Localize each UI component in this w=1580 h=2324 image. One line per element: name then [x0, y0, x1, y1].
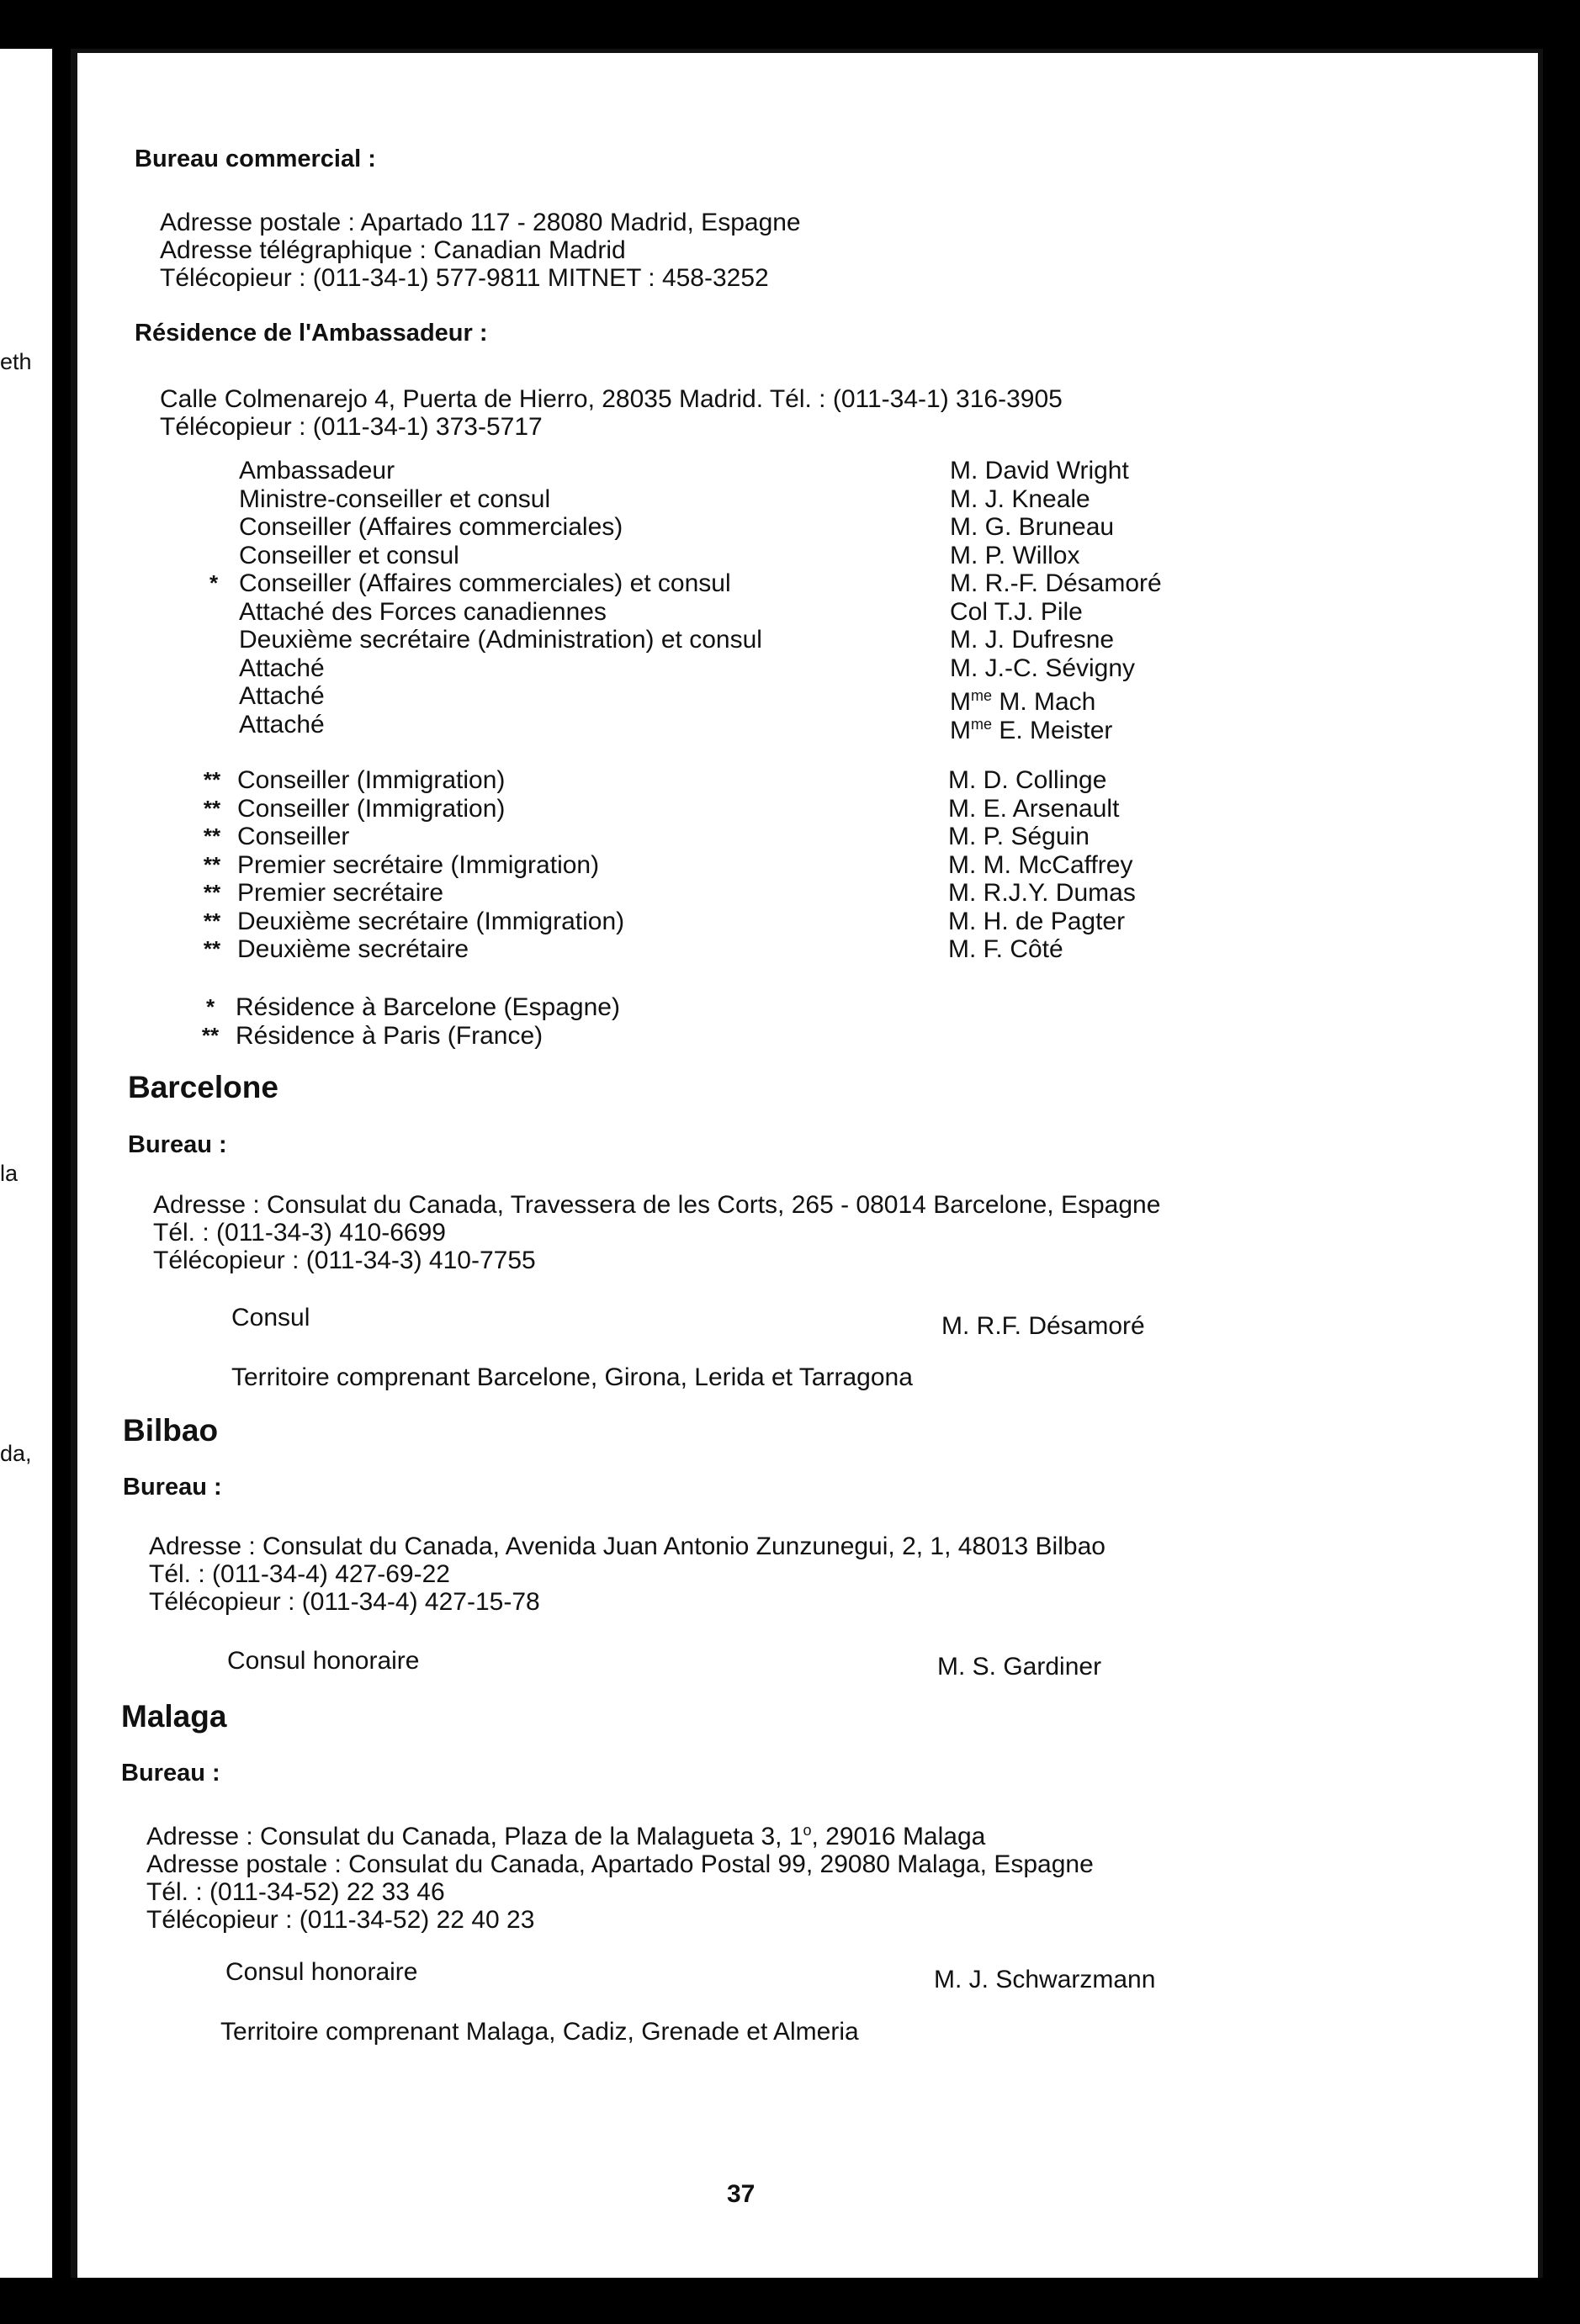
official-name: M. S. Gardiner: [937, 1653, 1102, 1681]
section-title-barcelone: Barcelone: [128, 1070, 278, 1104]
official-title: Deuxième secrétaire (Administration) et consul: [239, 626, 762, 654]
bureau-heading: Bureau :: [123, 1474, 222, 1501]
officials-list: [209, 457, 1417, 744]
bureau-heading: Bureau :: [121, 1760, 220, 1787]
top-edge: [71, 49, 1543, 53]
official-name: M. R.J.Y. Dumas: [948, 879, 1136, 907]
official-name: M. M. McCaffrey: [948, 850, 1133, 879]
address-line: Adresse télégraphique : Canadian Madrid: [160, 236, 626, 264]
official-title: Conseiller (Immigration): [237, 794, 506, 823]
bilbao-address-block: [149, 1533, 1105, 1616]
official-title: Deuxième secrétaire: [237, 935, 469, 963]
footnote-marker: **: [203, 795, 221, 821]
official-row: [203, 794, 1415, 823]
address-line: Télécopieur : (011-34-1) 577-9811 MITNET : 458-3252: [160, 264, 769, 292]
bureau-commercial-block: [160, 209, 801, 292]
section-title-bilbao: Bilbao: [123, 1413, 219, 1448]
address-line: Tél. : (011-34-3) 410-6699: [153, 1219, 446, 1247]
official-title: Conseiller et consul: [239, 541, 459, 569]
official-title: Deuxième secrétaire (Immigration): [237, 907, 625, 935]
official-name: M. P. Willox: [950, 541, 1080, 569]
official-row: [203, 766, 1415, 795]
official-title: Conseiller (Affaires commerciales): [239, 513, 623, 541]
official-title: Consul honoraire: [225, 1958, 418, 1986]
official-row: [239, 626, 1417, 654]
footnote: [201, 1021, 993, 1051]
official-title: Ministre-conseiller et consul: [239, 484, 551, 513]
address-line: Adresse : Consulat du Canada, Travessera de les Corts, 265 - 08014 Barcelone, Espagne: [153, 1191, 1161, 1219]
footnote-marker: **: [203, 880, 221, 905]
official-title: Premier secrétaire: [237, 879, 444, 907]
official-name: M. R.F. Désamoré: [941, 1312, 1145, 1340]
address-line: Télécopieur : (011-34-4) 427-15-78: [149, 1588, 540, 1616]
footnote-marker: **: [201, 1022, 220, 1048]
official-row: [203, 850, 1415, 880]
address-line: Tél. : (011-34-52) 22 33 46: [146, 1878, 445, 1906]
official-row: [239, 598, 1417, 627]
footnote-text: Résidence à Barcelone (Espagne): [236, 993, 620, 1021]
official-title: Conseiller (Affaires commerciales) et consul: [239, 569, 731, 597]
footnote-marker: **: [203, 767, 221, 792]
margin-fragment: la: [0, 1161, 19, 1186]
official-name: M. H. de Pagter: [948, 907, 1126, 935]
official-title: Premier secrétaire (Immigration): [237, 850, 600, 879]
official-row: [203, 935, 1415, 964]
official-name: M. P. Séguin: [948, 823, 1090, 850]
official-name: M. D. Collinge: [948, 766, 1107, 794]
official-row: [203, 823, 1415, 851]
official-title: Conseiller (Immigration): [237, 766, 506, 794]
official-title: Attaché: [239, 654, 325, 682]
footnote-marker: **: [203, 936, 221, 961]
section-title-malaga: Malaga: [121, 1699, 227, 1734]
footnote-text: Résidence à Paris (France): [236, 1021, 543, 1050]
official-title: Consul honoraire: [227, 1647, 420, 1675]
footnote-marker: **: [203, 823, 221, 849]
footnote-marker: **: [203, 851, 221, 877]
address-line: Adresse postale : Apartado 117 - 28080 Madrid, Espagne: [160, 209, 801, 236]
footnote-marker: *: [209, 570, 219, 596]
address-line: Adresse : Consulat du Canada, Plaza de la Malagueta 3, 1$^o$, 29016 Malaga: [146, 1822, 986, 1850]
official-title: Consul: [231, 1304, 310, 1331]
official-row: [239, 710, 1417, 744]
official-title: Ambassadeur: [239, 457, 395, 484]
margin-fragment: eth: [0, 349, 32, 374]
official-row: [239, 485, 1417, 514]
right-edge: [1538, 49, 1543, 2278]
page-number: 37: [727, 2180, 756, 2208]
official-row: [209, 569, 1417, 598]
barcelone-address-block: [153, 1191, 1160, 1274]
official-title: Conseiller: [237, 823, 350, 850]
margin-fragment: da,: [0, 1441, 32, 1466]
official-name: M. J. Schwarzmann: [934, 1966, 1156, 1993]
bureau-heading: Bureau :: [128, 1131, 227, 1158]
official-title: Attaché: [239, 682, 325, 710]
address-line: Calle Colmenarejo 4, Puerta de Hierro, 28035 Madrid. Tél. : (011-34-1) 316-3905: [160, 385, 1063, 413]
official-row: [239, 513, 1417, 542]
residence-heading: Résidence de l'Ambassadeur :: [135, 320, 488, 347]
official-row: [239, 682, 1417, 716]
officials-list-immigration: [203, 766, 1415, 964]
residence-block: [160, 385, 1063, 441]
footnote: [205, 993, 993, 1022]
address-line: Tél. : (011-34-4) 427-69-22: [149, 1560, 450, 1588]
official-row: [239, 654, 1417, 683]
official-row: [203, 907, 1415, 936]
official-title: Attaché des Forces canadiennes: [239, 597, 607, 626]
address-line: Télécopieur : (011-34-3) 410-7755: [153, 1247, 536, 1274]
footnote-marker: *: [205, 994, 215, 1019]
official-row: [239, 542, 1417, 570]
official-name: M. J. Dufresne: [950, 626, 1115, 654]
official-name: M. E. Arsenault: [948, 794, 1120, 823]
official-title: Attaché: [239, 710, 325, 738]
address-line: Adresse postale : Consulat du Canada, Apartado Postal 99, 29080 Malaga, Espagne: [146, 1850, 1094, 1878]
address-line: Télécopieur : (011-34-1) 373-5717: [160, 413, 543, 441]
official-name: $M^{me}$ M. Mach: [950, 687, 1096, 716]
official-name: M. J. Kneale: [950, 484, 1090, 513]
address-line: Télécopieur : (011-34-52) 22 40 23: [146, 1906, 535, 1934]
address-line: Adresse : Consulat du Canada, Avenida Juan Antonio Zunzunegui, 2, 1, 48013 Bilbao: [149, 1533, 1105, 1560]
official-row: [239, 457, 1417, 485]
territory-note: Territoire comprenant Barcelone, Girona, Lerida et Tarragona: [231, 1363, 913, 1391]
official-name: M. R.-F. Désamoré: [950, 569, 1162, 597]
official-name: Col T.J. Pile: [950, 597, 1083, 626]
official-row: [203, 879, 1415, 908]
official-name: M. J.-C. Sévigny: [950, 654, 1136, 682]
territory-note: Territoire comprenant Malaga, Cadiz, Grenade et Almeria: [220, 2018, 859, 2046]
malaga-address-block: [146, 1817, 1094, 1934]
official-name: M. G. Bruneau: [950, 513, 1115, 541]
binding-edge: [71, 49, 77, 2278]
facing-page-strip: [0, 49, 52, 2278]
document-page: [71, 49, 1543, 2278]
footnote-marker: **: [203, 908, 221, 934]
official-name: M. F. Côté: [948, 935, 1063, 963]
footnotes: [201, 993, 993, 1050]
bureau-commercial-heading: Bureau commercial :: [135, 146, 376, 172]
official-name: $M^{me}$ E. Meister: [950, 715, 1113, 744]
official-name: M. David Wright: [950, 457, 1129, 484]
